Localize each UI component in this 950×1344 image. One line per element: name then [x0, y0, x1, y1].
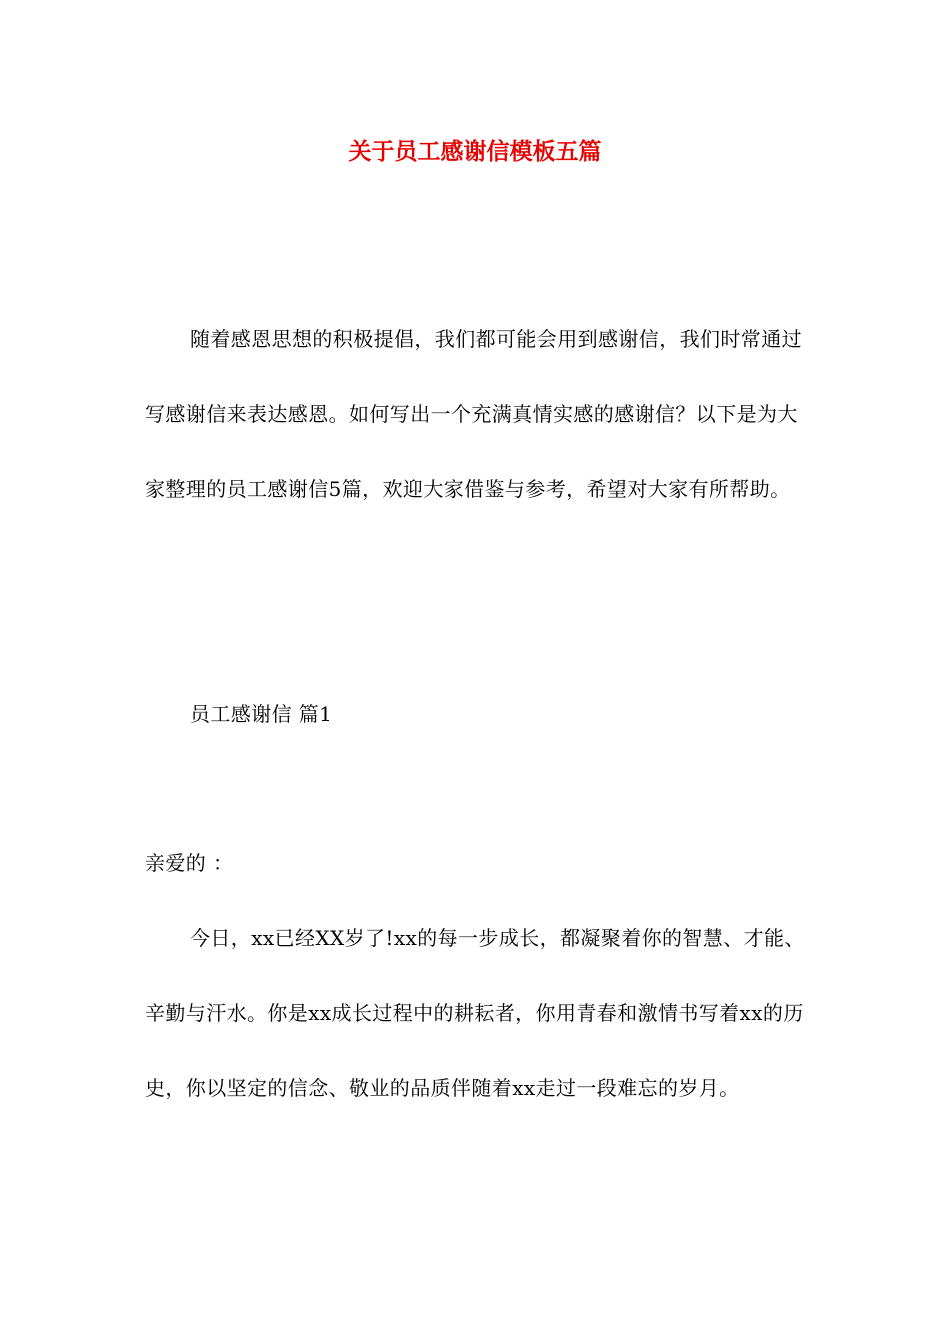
section-heading: 员工感谢信 篇1	[190, 702, 333, 726]
body-paragraph: 今日，xx已经XX岁了!xx的每一步成长，都凝聚着你的智慧、才能、辛勤与汗水。你是xx成长过程中的耕耘者，你用青春和激情书写着xx的历史，你以坚定的信念、敬业的品质伴随着xx走过一段难忘的岁月。	[145, 926, 805, 1100]
intro-paragraph: 随着感恩思想的积极提倡，我们都可能会用到感谢信，我们时常通过写感谢信来表达感恩。如何写出一个充满真情实感的感谢信？以下是为大家整理的员工感谢信5篇，欢迎大家借鉴与参考，希望对大家有所帮助。	[145, 327, 802, 501]
salutation: 亲爱的 ：	[145, 851, 234, 875]
document-title: 关于员工感谢信模板五篇	[348, 139, 602, 165]
